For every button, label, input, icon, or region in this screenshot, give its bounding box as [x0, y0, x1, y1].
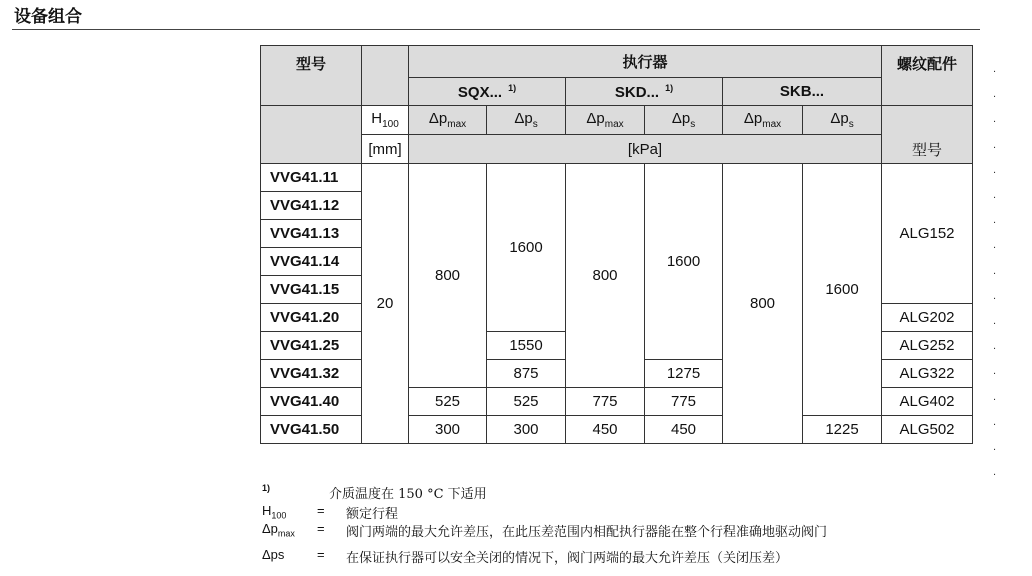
subscript: s [532, 119, 538, 130]
model-cell: VVG41.14 [261, 248, 362, 276]
unit-mm: [mm] [362, 135, 409, 164]
margin-mark: . [993, 415, 997, 428]
footnote-ref: 1) [508, 82, 517, 93]
skb-dpmax-value: 800 [723, 164, 803, 444]
subscript: max [277, 528, 295, 539]
model-cell: VVG41.15 [261, 276, 362, 304]
margin-mark: . [993, 466, 997, 479]
sqx-dps-value: 1600 [487, 164, 566, 332]
header-fitting-type: 型号 [882, 106, 973, 164]
margin-mark: . [993, 390, 997, 403]
margin-mark: . [993, 365, 997, 378]
header-skd-dpmax [566, 106, 645, 135]
symbol: H [262, 503, 272, 518]
model-cell: VVG41.20 [261, 304, 362, 332]
subscript: 100 [271, 510, 287, 521]
margin-mark: . [993, 214, 997, 227]
footnote-ref: 1) [665, 82, 674, 93]
skb-dps-value: 1600 [803, 164, 882, 416]
actuator-name: SQX... [457, 83, 503, 101]
header-skd-dps [645, 106, 723, 135]
model-cell: VVG41.11 [261, 164, 362, 192]
footnote-text: 阀门两端的最大允许差压，在此压差范围内相配执行器能在整个行程准确地驱动阀门 [346, 525, 828, 540]
equals-sign: = [317, 521, 325, 536]
fitting-value: ALG502 [882, 416, 973, 444]
header-fitting: 螺纹配件 [882, 46, 973, 106]
symbol: Δp [830, 110, 849, 127]
skd-dps-value: 1275 [645, 360, 723, 388]
footnote-key: 1) [262, 483, 271, 493]
section-heading: 设备组合 [14, 7, 82, 26]
header-actuator-skb [723, 78, 882, 106]
symbol: Δp [428, 110, 448, 127]
sqx-dps-value: 1550 [487, 332, 566, 360]
symbol: Δp [514, 110, 533, 127]
skd-dpmax-value: 775 [566, 388, 645, 416]
spec-table [260, 45, 973, 444]
fitting-value: ALG202 [882, 304, 973, 332]
sqx-dpmax-value: 800 [409, 164, 487, 388]
header-skb-dps [803, 106, 882, 135]
margin-marks [993, 57, 996, 485]
subscript: s [690, 119, 696, 130]
margin-mark: . [993, 441, 997, 454]
model-cell: VVG41.50 [261, 416, 362, 444]
margin-mark: . [993, 63, 997, 75]
footnote-text: 在保证执行器可以安全关闭的情况下，阀门两端的最大允许差压（关闭压差） [346, 551, 789, 566]
margin-mark: . [993, 264, 997, 277]
header-model-blank [261, 106, 362, 164]
skb-dps-value: 1225 [803, 416, 882, 444]
margin-mark: . [993, 138, 997, 151]
header-empty [362, 46, 409, 106]
footnote-text: 介质温度在 150 °C 下适用 [329, 487, 487, 502]
fitting-value: ALG252 [882, 332, 973, 360]
equals-sign: = [317, 547, 325, 562]
header-skb-dpmax [723, 106, 803, 135]
sqx-dps-value: 300 [487, 416, 566, 444]
skd-dpmax-value: 800 [566, 164, 645, 388]
sqx-dps-value: 525 [487, 388, 566, 416]
actuator-name: SKD... [614, 83, 660, 101]
footnote-key [262, 521, 295, 539]
subscript: max [447, 119, 467, 130]
skd-dpmax-value: 450 [566, 416, 645, 444]
h100-value: 20 [362, 164, 409, 444]
skd-dps-value: 450 [645, 416, 723, 444]
symbol: Δp [262, 521, 278, 536]
margin-mark: . [993, 189, 997, 202]
symbol: H [371, 110, 383, 127]
header-actuator-skd [566, 78, 723, 106]
margin-mark: . [993, 163, 997, 176]
margin-mark: . [993, 113, 997, 126]
subscript: max [762, 119, 782, 130]
header-model: 型号 [261, 46, 362, 106]
margin-mark: . [993, 88, 997, 101]
symbol: Δp [671, 110, 691, 127]
model-cell: VVG41.32 [261, 360, 362, 388]
subscript: max [604, 119, 624, 130]
subscript: 100 [382, 119, 399, 130]
model-cell: VVG41.12 [261, 192, 362, 220]
header-sqx-dps [487, 106, 566, 135]
footnote-key [262, 503, 286, 521]
margin-mark: . [993, 239, 997, 252]
heading-rule [12, 29, 980, 30]
header-actuator: 执行器 [409, 46, 882, 78]
margin-mark: . [993, 315, 997, 328]
model-cell: VVG41.40 [261, 388, 362, 416]
model-cell: VVG41.13 [261, 220, 362, 248]
equals-sign: = [317, 503, 325, 518]
footnote-key: Δps [262, 547, 285, 562]
symbol: Δp [743, 110, 763, 127]
fitting-value: ALG152 [882, 164, 973, 304]
fitting-value: ALG322 [882, 360, 973, 388]
sqx-dpmax-value: 525 [409, 388, 487, 416]
fitting-value: ALG402 [882, 388, 973, 416]
header-actuator-sqx [409, 78, 566, 106]
subscript: s [848, 119, 854, 130]
sqx-dpmax-value: 300 [409, 416, 487, 444]
header-h100 [362, 106, 409, 135]
margin-mark: . [993, 340, 997, 353]
symbol: Δp [586, 110, 605, 127]
sqx-dps-value: 875 [487, 360, 566, 388]
skd-dps-value: 775 [645, 388, 723, 416]
margin-mark: . [993, 289, 997, 302]
model-cell: VVG41.25 [261, 332, 362, 360]
unit-kpa: [kPa] [409, 135, 882, 164]
skd-dps-value: 1600 [645, 164, 723, 360]
actuator-name: SKB... [779, 83, 825, 100]
footnote-text: 额定行程 [346, 507, 399, 522]
header-sqx-dpmax [409, 106, 487, 135]
